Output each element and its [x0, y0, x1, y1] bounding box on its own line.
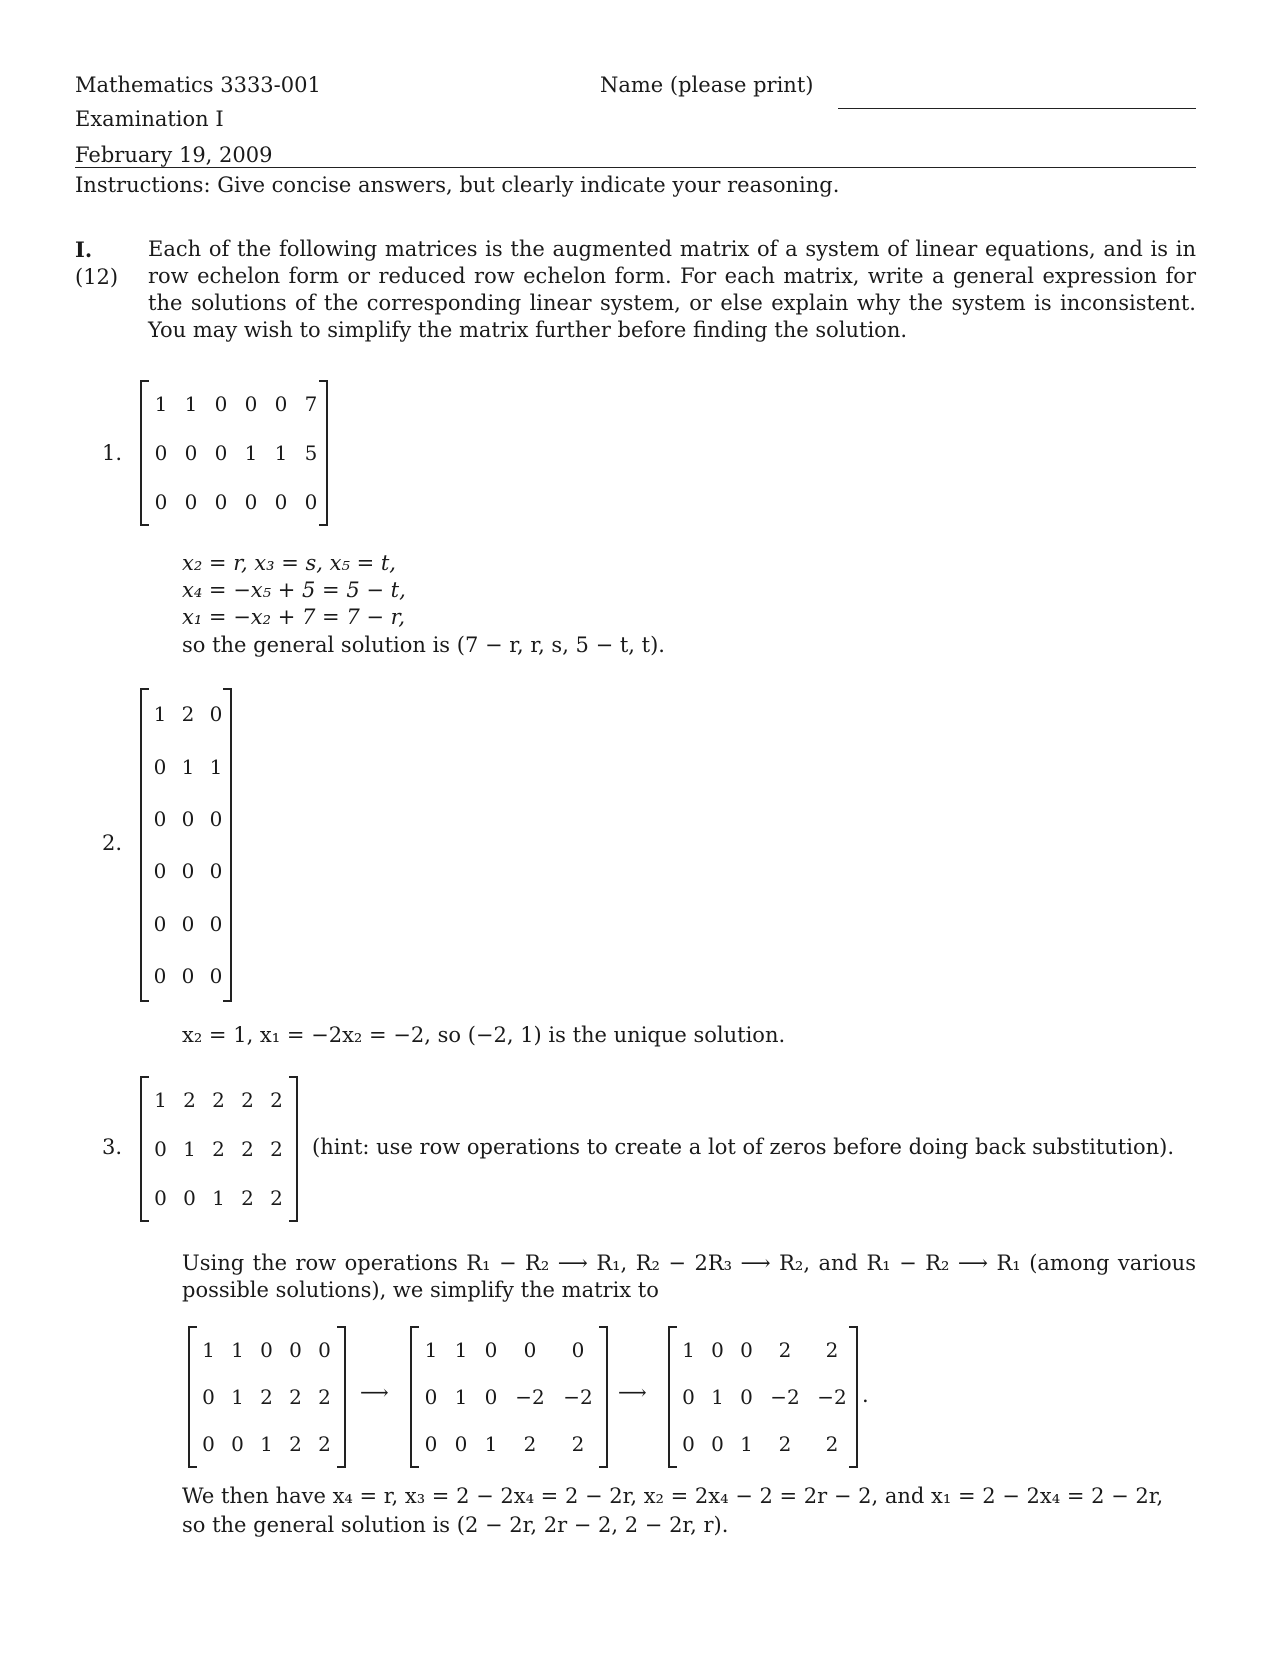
matrix-cell: 1	[484, 1432, 498, 1457]
matrix-cell: 0	[153, 754, 167, 779]
matrix-cell: 1	[231, 1337, 244, 1362]
matrix-cell: 0	[181, 911, 195, 936]
matrix-cell: 0	[289, 1337, 302, 1362]
matrix-row	[190, 1338, 344, 1362]
name-underline[interactable]	[838, 108, 1196, 109]
matrix-cell: 1	[424, 1337, 438, 1362]
name-label: Name (please print)	[600, 73, 814, 97]
matrix-cell: 0	[424, 1432, 438, 1457]
matrix-cell: 7	[304, 392, 318, 417]
problem-3-step-matrix-3	[668, 1326, 858, 1468]
matrix-row	[670, 1432, 856, 1456]
problem-3-chain-period: .	[862, 1383, 869, 1407]
matrix-row	[190, 1385, 344, 1409]
matrix-cell: 0	[153, 911, 167, 936]
matrix-cell: 2	[318, 1432, 331, 1457]
matrix-cell: 2	[571, 1432, 585, 1457]
matrix-cell: 0	[184, 441, 198, 465]
matrix-cell: 1	[260, 1432, 273, 1457]
matrix-cell: 2	[241, 1088, 254, 1113]
matrix-cell: 0	[154, 1137, 167, 1161]
matrix-cell: 0	[274, 392, 288, 417]
matrix-cell: 1	[181, 754, 195, 779]
problem-3-arrow-2: ⟶	[618, 1380, 647, 1404]
matrix-cell: 2	[181, 702, 195, 727]
matrix-cell: 0	[153, 806, 167, 831]
problem-2-matrix	[140, 688, 232, 1002]
matrix-cell: 2	[241, 1185, 254, 1210]
matrix-row	[142, 964, 230, 988]
matrix-cell: −2	[515, 1385, 545, 1409]
matrix-cell: 0	[214, 489, 228, 514]
matrix-cell: −2	[563, 1385, 593, 1409]
matrix-cell: 0	[484, 1337, 498, 1362]
matrix-cell: 0	[304, 489, 318, 514]
instructions: Instructions: Give concise answers, but clearly indicate your reasoning.	[75, 173, 840, 197]
matrix-cell: 1	[274, 441, 288, 465]
matrix-cell: 0	[454, 1432, 468, 1457]
matrix-cell: 2	[270, 1185, 283, 1210]
matrix-cell: 0	[209, 963, 223, 988]
matrix-cell: 0	[209, 859, 223, 884]
matrix-row	[142, 912, 230, 936]
matrix-row	[142, 859, 230, 883]
problem-2-solution: x₂ = 1, x₁ = −2x₂ = −2, so (−2, 1) is the unique solution.	[182, 1023, 786, 1047]
problem-1-solution-line-1: x₂ = r, x₃ = s, x₅ = t,	[182, 551, 396, 575]
matrix-cell: 2	[778, 1337, 792, 1362]
matrix-cell: 0	[184, 489, 198, 514]
matrix-cell: 0	[711, 1337, 724, 1362]
matrix-cell: 0	[153, 963, 167, 988]
problem-1-solution-line-3: x₁ = −x₂ + 7 = 7 − r,	[182, 605, 406, 629]
problem-3-label: 3.	[102, 1135, 123, 1159]
matrix-cell: 0	[181, 963, 195, 988]
matrix-cell: 2	[212, 1088, 225, 1113]
matrix-cell: 1	[244, 441, 258, 465]
problem-3-hint: (hint: use row operations to create a lot of zeros before doing back substitution).	[312, 1135, 1174, 1159]
problem-1-solution-line-4: so the general solution is (7 − r, r, s, 5 − t, t).	[182, 633, 665, 657]
matrix-cell: 1	[231, 1385, 244, 1409]
matrix-cell: 0	[214, 392, 228, 417]
matrix-cell: 1	[154, 1088, 167, 1113]
matrix-cell: 2	[825, 1432, 839, 1457]
matrix-cell: 0	[740, 1337, 753, 1362]
matrix-cell: 2	[241, 1137, 254, 1161]
matrix-row	[142, 702, 230, 726]
section-points: (12)	[75, 265, 119, 289]
matrix-row	[142, 1186, 296, 1210]
matrix-row	[670, 1385, 856, 1409]
problem-3-matrix	[140, 1076, 298, 1222]
exam-date: February 19, 2009	[75, 143, 273, 167]
section-text: Each of the following matrices is the augmented matrix of a system of linear equations, and is in row echelon form or reduced row echelon form. For each matrix, write a general expression for the solutions of the corresponding linear system, or else explain why the system is inconsistent. You may wish to simplify the matrix further before finding the solution.	[148, 237, 1196, 342]
matrix-row	[412, 1385, 606, 1409]
matrix-cell: 1	[711, 1385, 724, 1409]
matrix-cell: 0	[231, 1432, 244, 1457]
matrix-row	[412, 1338, 606, 1362]
problem-1-solution-line-2: x₄ = −x₅ + 5 = 5 − t,	[182, 578, 406, 602]
matrix-cell: −2	[770, 1385, 800, 1409]
matrix-cell: 0	[318, 1337, 331, 1362]
matrix-row	[670, 1338, 856, 1362]
matrix-cell: 1	[454, 1385, 468, 1409]
matrix-cell: −2	[817, 1385, 847, 1409]
course-title: Mathematics 3333-001	[75, 73, 321, 97]
matrix-cell: 0	[682, 1432, 695, 1457]
matrix-cell: 0	[202, 1432, 215, 1457]
matrix-cell: 0	[181, 806, 195, 831]
matrix-row	[142, 441, 326, 465]
matrix-cell: 0	[244, 489, 258, 514]
matrix-cell: 0	[484, 1385, 498, 1409]
problem-3-step-matrix-2	[410, 1326, 608, 1468]
matrix-cell: 0	[181, 859, 195, 884]
matrix-row	[142, 490, 326, 514]
matrix-cell: 0	[154, 489, 168, 514]
matrix-cell: 0	[153, 859, 167, 884]
matrix-cell: 1	[682, 1337, 695, 1362]
problem-3-step-matrix-1	[188, 1326, 346, 1468]
matrix-cell: 1	[454, 1337, 468, 1362]
exam-title: Examination I	[75, 107, 224, 131]
matrix-cell: 2	[270, 1137, 283, 1161]
matrix-cell: 0	[523, 1337, 537, 1362]
matrix-row	[142, 392, 326, 416]
matrix-cell: 5	[304, 441, 318, 465]
matrix-cell: 1	[154, 392, 168, 417]
matrix-row	[142, 1088, 296, 1112]
matrix-cell: 0	[682, 1385, 695, 1409]
matrix-cell: 0	[154, 441, 168, 465]
matrix-cell: 2	[270, 1088, 283, 1113]
matrix-cell: 0	[740, 1385, 753, 1409]
matrix-cell: 2	[183, 1088, 196, 1113]
matrix-row	[142, 807, 230, 831]
matrix-cell: 0	[209, 702, 223, 727]
matrix-row	[142, 1137, 296, 1161]
matrix-cell: 0	[183, 1185, 196, 1210]
matrix-cell: 2	[825, 1337, 839, 1362]
problem-2-label: 2.	[102, 831, 123, 855]
matrix-cell: 0	[209, 806, 223, 831]
problem-1-matrix	[140, 380, 328, 526]
matrix-cell: 0	[711, 1432, 724, 1457]
header-rule	[75, 167, 1196, 168]
section-number: I.	[75, 237, 93, 262]
problem-3-solution-line-1: We then have x₄ = r, x₃ = 2 − 2x₄ = 2 − 2r, x₂ = 2x₄ − 2 = 2r − 2, and x₁ = 2 − 2x₄ = 2 − 2r,	[182, 1484, 1164, 1508]
matrix-cell: 1	[183, 1137, 196, 1161]
matrix-cell: 2	[523, 1432, 537, 1457]
matrix-row	[412, 1432, 606, 1456]
matrix-cell: 1	[212, 1185, 225, 1210]
matrix-cell: 2	[212, 1137, 225, 1161]
matrix-cell: 0	[154, 1185, 167, 1210]
problem-3-solution-line-2: so the general solution is (2 − 2r, 2r − 2, 2 − 2r, r).	[182, 1513, 729, 1537]
matrix-cell: 0	[274, 489, 288, 514]
matrix-cell: 0	[202, 1385, 215, 1409]
matrix-cell: 1	[740, 1432, 753, 1457]
matrix-cell: 2	[289, 1432, 302, 1457]
matrix-cell: 0	[209, 911, 223, 936]
matrix-row	[142, 755, 230, 779]
matrix-cell: 2	[318, 1385, 331, 1409]
matrix-cell: 0	[244, 392, 258, 417]
matrix-cell: 1	[153, 702, 167, 727]
problem-1-label: 1.	[102, 441, 123, 465]
matrix-row	[190, 1432, 344, 1456]
matrix-cell: 0	[424, 1385, 438, 1409]
matrix-cell: 1	[209, 754, 223, 779]
matrix-cell: 2	[260, 1385, 273, 1409]
problem-3-arrow-1: ⟶	[360, 1380, 389, 1404]
matrix-cell: 2	[289, 1385, 302, 1409]
matrix-cell: 2	[778, 1432, 792, 1457]
matrix-cell: 0	[571, 1337, 585, 1362]
problem-3-intro: Using the row operations R₁ − R₂ ⟶ R₁, R₂ − 2R₃ ⟶ R₂, and R₁ − R₂ ⟶ R₁ (among various possible solutions), we simplify the matrix to	[182, 1251, 1196, 1302]
matrix-cell: 0	[260, 1337, 273, 1362]
matrix-cell: 1	[202, 1337, 215, 1362]
matrix-cell: 1	[184, 392, 198, 417]
matrix-cell: 0	[214, 441, 228, 465]
